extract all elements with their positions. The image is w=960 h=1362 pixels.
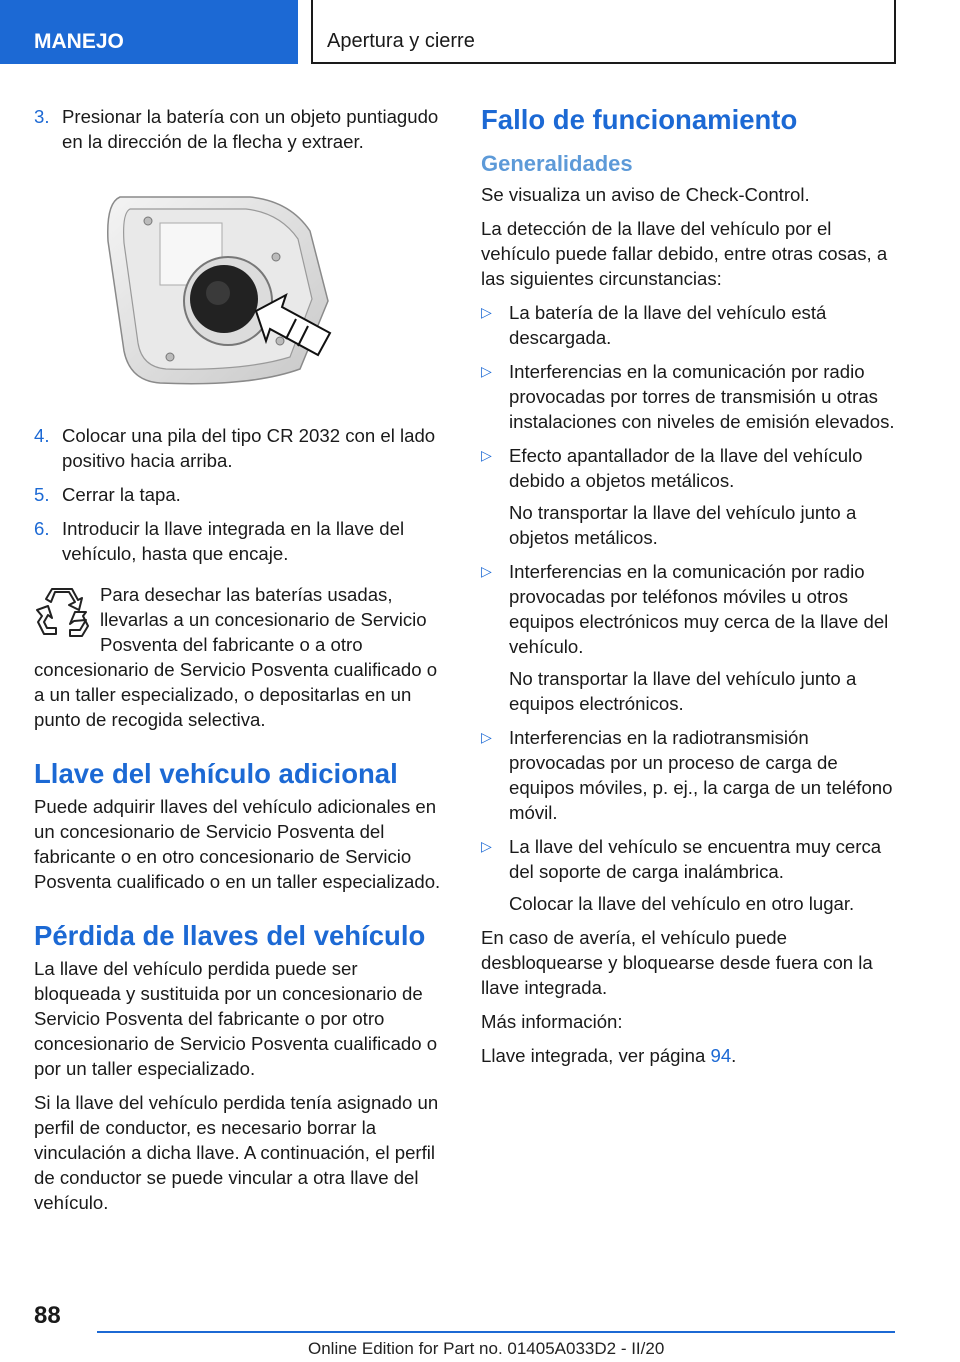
paragraph-check-control: Se visualiza un aviso de Check-Control. (481, 184, 810, 205)
paragraph-key-loss-1: La llave del vehículo perdida puede ser bloqueada y sustituida por un concesionario de Servicio Posventa del fabricante o por otro concesionario de Servicio Posventa cualificado o por un taller especializado. (34, 958, 438, 1079)
list-item (481, 443, 896, 550)
list-item (481, 725, 896, 825)
triangle-bullet-icon: ▷ (481, 563, 492, 579)
list-item (481, 300, 896, 350)
list-item-subtext: Colocar la llave del vehículo en otro lugar. (509, 893, 855, 914)
list-item (481, 834, 896, 916)
list-item (481, 359, 896, 434)
reference-end: . (731, 1045, 737, 1066)
page-link[interactable]: 94 (710, 1045, 732, 1066)
step-3 (34, 104, 446, 154)
page-number: 88 (34, 1302, 61, 1329)
triangle-bullet-icon: ▷ (481, 729, 492, 745)
step-5 (34, 482, 446, 507)
step-text: Cerrar la tapa. (62, 484, 181, 505)
paragraph-additional-key: Puede adquirir llaves del vehículo adicionales en un concesionario de Servicio Posventa del fabricante o en otro concesionario de Servicio Posventa cualificado o en un taller especializado. (34, 796, 441, 892)
key-battery-illustration (100, 191, 360, 391)
paragraph-more-info: Más información: (481, 1011, 623, 1032)
triangle-bullet-icon: ▷ (481, 838, 492, 854)
step-text: Presionar la batería con un objeto puntiagudo en la dirección de la flecha y extraer. (62, 106, 439, 152)
list-item-text: Interferencias en la comunicación por radio provocadas por teléfonos móviles u otros equipos electrónicos muy cerca de la llave del vehículo. (509, 561, 889, 657)
list-item-text: La batería de la llave del vehículo está descargada. (509, 302, 827, 348)
list-item-subtext: No transportar la llave del vehículo junto a equipos electrónicos. (509, 668, 857, 714)
triangle-bullet-icon: ▷ (481, 447, 492, 463)
recycle-icon (34, 584, 90, 640)
list-item-subtext: No transportar la llave del vehículo junto a objetos metálicos. (509, 502, 857, 548)
heading-general: Generalidades (481, 151, 633, 176)
section-title: Apertura y cierre (311, 0, 896, 64)
step-4 (34, 423, 446, 473)
list-item-text: La llave del vehículo se encuentra muy cerca del soporte de carga inalámbrica. (509, 836, 882, 882)
step-number: 5. (34, 484, 50, 505)
list-item-text: Interferencias en la comunicación por radio provocadas por torres de transmisión u otras instalaciones con niveles de emisión elevados. (509, 361, 895, 432)
reference-text: Llave integrada, ver página (481, 1045, 711, 1066)
heading-malfunction: Fallo de funcionamiento (481, 104, 798, 135)
environment-note (34, 582, 446, 732)
step-6 (34, 516, 446, 566)
step-number: 3. (34, 106, 50, 127)
paragraph-reference (481, 1043, 896, 1068)
list-item (481, 559, 896, 716)
chapter-tab: MANEJO (0, 0, 298, 64)
paragraph-key-loss-2: Si la llave del vehículo perdida tenía asignado un perfil de conductor, es necesario borrar la vinculación a dicha llave. A continuación, el perfil de conductor se puede vincular a otra llave del vehículo. (34, 1092, 439, 1213)
footer-divider (97, 1331, 895, 1333)
right-column (481, 104, 896, 1077)
list-item-text: Efecto apantallador de la llave del vehículo debido a objetos metálicos. (509, 445, 863, 491)
triangle-bullet-icon: ▷ (481, 304, 492, 320)
left-column (34, 104, 446, 1224)
step-number: 6. (34, 518, 50, 539)
triangle-bullet-icon: ▷ (481, 363, 492, 379)
step-number: 4. (34, 425, 50, 446)
environment-note-text: Para desechar las baterías usadas, llevarlas a un concesionario de Servicio Posventa del fabricante o a otro concesionario de Servicio Posventa cualificado o a un taller especializado, o depositarlas en un punto de recogida selectiva. (34, 584, 438, 730)
heading-additional-key: Llave del vehículo adicional (34, 758, 398, 789)
step-text: Introducir la llave integrada en la llave del vehículo, hasta que encaje. (62, 518, 405, 564)
footer-edition: Online Edition for Part no. 01405A033D2 - II/20 (308, 1339, 665, 1358)
heading-key-loss: Pérdida de llaves del vehículo (34, 920, 426, 951)
paragraph-detection: La detección de la llave del vehículo por el vehículo puede fallar debido, entre otras cosas, a las siguientes circunstancias: (481, 218, 888, 289)
list-item-text: Interferencias en la radiotransmisión provocadas por un proceso de carga de equipos móviles, p. ej., la carga de un teléfono móvil. (509, 727, 893, 823)
step-text: Colocar una pila del tipo CR 2032 con el lado positivo hacia arriba. (62, 425, 436, 471)
paragraph-emergency-unlock: En caso de avería, el vehículo puede desbloquearse y bloquearse desde fuera con la llave integrada. (481, 927, 873, 998)
